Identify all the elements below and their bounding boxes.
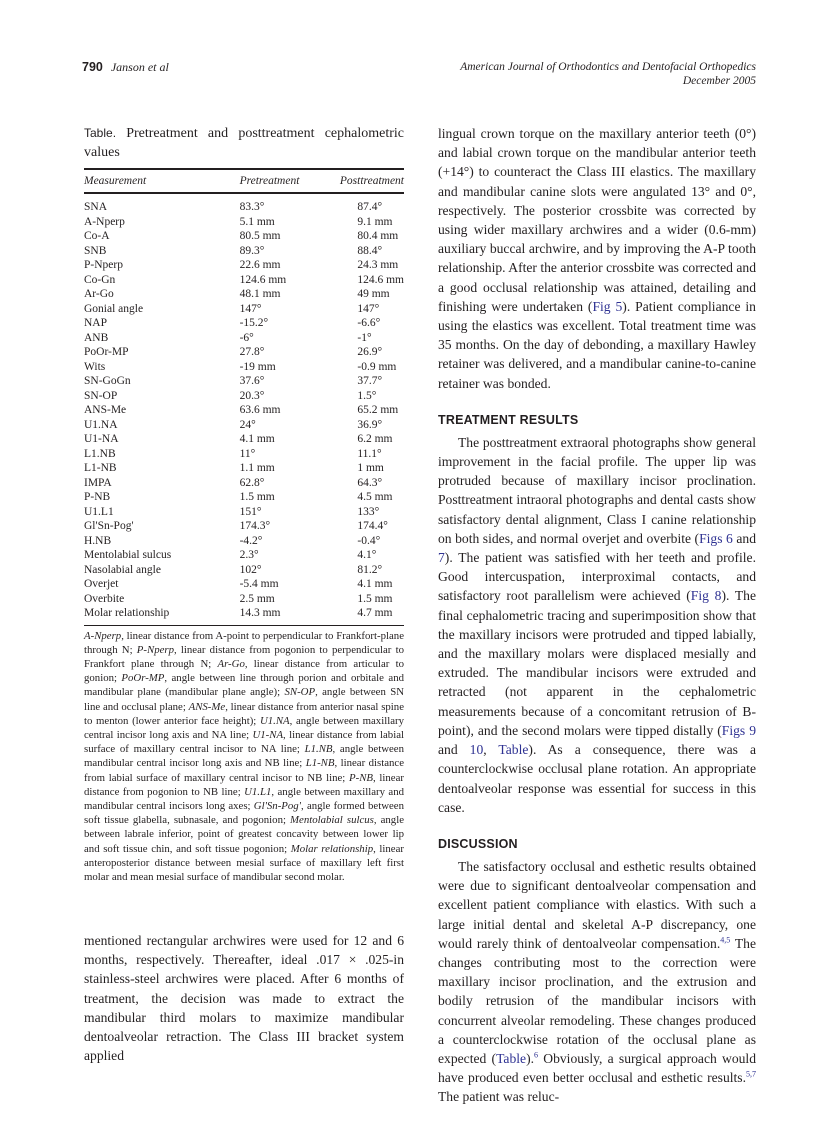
- posttreatment-cell: 4.1 mm: [357, 578, 393, 590]
- text-span: ). The final cephalometric tracing and superimposition show that the maxillary incisors were protruded and tipped labially, and the maxillary molars were displaced mesially and extruded. The mandibular incisors were extruded and retracted (not apparent in the cephalometric measurements because of a concomitant retrusion of B-point), and the second molars were tipped distally (: [438, 588, 756, 738]
- paragraph: [438, 124, 756, 393]
- table-row: [84, 592, 404, 607]
- posttreatment-cell: 80.4 mm: [357, 230, 399, 242]
- table-row: [84, 476, 404, 491]
- col-header-posttreatment: Posttreatment: [339, 175, 404, 187]
- text-span: ).: [526, 1050, 535, 1066]
- text-span: The satisfactory occlusal and esthetic results obtained were due to significant dentoalveolar compensation and excellent patient compliance with elastics. With such a large initial dental and skeletal A-P discrepancy, one would rarely think of dentoalveolar compensation.: [438, 858, 756, 951]
- posttreatment-cell: 36.9°: [357, 418, 383, 431]
- table-row: [84, 229, 404, 244]
- fig-8-link[interactable]: Fig 8: [690, 588, 722, 604]
- citation-6[interactable]: 6: [534, 1050, 539, 1060]
- measurement-cell: ANB: [84, 331, 109, 344]
- text-span: and: [732, 530, 756, 546]
- pretreatment-cell: 147°: [239, 302, 262, 315]
- pretreatment-cell: 174.3°: [239, 520, 271, 532]
- table-link[interactable]: Table: [498, 742, 529, 758]
- measurement-cell: Co-Gn: [84, 273, 116, 286]
- measurement-cell: SN-OP: [84, 389, 118, 402]
- pretreatment-cell: -6°: [239, 331, 254, 344]
- measurement-cell: U1.NA: [84, 418, 118, 431]
- posttreatment-cell: 81.2°: [357, 563, 383, 576]
- table-row: [84, 244, 404, 259]
- measurement-cell: Overjet: [84, 578, 119, 590]
- posttreatment-cell: 11.1°: [357, 447, 382, 460]
- measurement-cell: PoOr-MP: [84, 346, 129, 358]
- posttreatment-cell: 1.5 mm: [357, 592, 393, 605]
- posttreatment-cell: 37.7°: [357, 375, 383, 387]
- posttreatment-cell: 4.5 mm: [357, 491, 393, 503]
- pretreatment-cell: 11°: [239, 447, 256, 460]
- text-span: ). Patient compliance in using the elastics was excellent. Total treatment time was 35 months. On the day of debonding, a maxillary Hawley retainer was delivered, and a mandibular canine-to-canine retainer was bonded.: [438, 298, 756, 391]
- table-row: [84, 577, 404, 592]
- footnote-term: U1-NA: [252, 728, 284, 741]
- posttreatment-cell: 9.1 mm: [357, 215, 393, 228]
- measurement-cell: A-Nperp: [84, 215, 125, 228]
- paragraph: mentioned rectangular archwires were used for 12 and 6 months, respectively. Thereafter, ideal .017 × .025-in stainless-steel archwires were placed. After 6 months of treatment, the decision was made to extract the mandibular third molars to maximize mandibular dentoalveolar retraction. The Class III bracket system applied: [84, 933, 404, 1064]
- footnote-definition: , angle formed between soft tissue glabella, subnasale, and pogonion;: [84, 799, 404, 827]
- posttreatment-cell: -1°: [357, 331, 372, 344]
- table-row: [84, 331, 404, 346]
- text-span: ,: [483, 742, 499, 758]
- posttreatment-cell: 133°: [357, 505, 380, 518]
- table-row: [84, 447, 404, 462]
- table-row: [84, 534, 404, 549]
- footnote-term: L1.NB: [304, 743, 333, 756]
- pretreatment-cell: 22.6 mm: [239, 259, 281, 271]
- pretreatment-cell: 124.6 mm: [239, 273, 287, 286]
- posttreatment-cell: -0.9 mm: [357, 360, 397, 373]
- pretreatment-cell: 2.3°: [239, 549, 259, 561]
- measurement-cell: SNA: [84, 201, 108, 213]
- pretreatment-cell: -15.2°: [239, 317, 269, 329]
- text-span: and: [438, 742, 470, 758]
- measurement-cell: SNB: [84, 244, 107, 257]
- footnote-definition: , angle between mandibular central incisor long axis and NB line;: [84, 743, 404, 770]
- pretreatment-cell: 62.8°: [239, 476, 265, 489]
- table-label: Table.: [84, 126, 117, 140]
- posttreatment-cell: 64.3°: [357, 476, 383, 489]
- measurement-cell: Gl'Sn-Pog': [84, 520, 134, 532]
- table-row: [84, 194, 404, 215]
- table-row: [84, 461, 404, 476]
- posttreatment-cell: 65.2 mm: [357, 404, 399, 416]
- posttreatment-cell: 124.6 mm: [357, 273, 404, 286]
- table-row: [84, 519, 404, 534]
- measurement-cell: Overbite: [84, 592, 125, 605]
- footnote-term: P-NB: [349, 771, 373, 784]
- fig-5-link[interactable]: Fig 5: [592, 298, 623, 314]
- measurement-cell: Ar-Go: [84, 288, 114, 300]
- table-row: [84, 548, 404, 563]
- table-row: [84, 418, 404, 433]
- footnote-term: U1.L1: [244, 785, 272, 798]
- text-span: The patient was reluc-: [438, 1089, 560, 1105]
- journal-name: American Journal of Orthodontics and Dentofacial Orthopedics: [460, 61, 756, 73]
- posttreatment-cell: 147°: [357, 302, 380, 315]
- footnote-term: ANS-Me: [188, 700, 226, 713]
- right-column: [438, 124, 756, 1107]
- measurement-cell: Molar relationship: [84, 607, 170, 619]
- footnote-term: U1.NA: [259, 714, 290, 727]
- posttreatment-cell: 24.3 mm: [357, 259, 399, 271]
- footnote-term: L1-NB: [305, 757, 335, 770]
- footnote-term: SN-OP: [284, 686, 316, 699]
- posttreatment-cell: 6.2 mm: [357, 433, 393, 445]
- pretreatment-cell: -19 mm: [239, 360, 276, 373]
- pretreatment-cell: 63.6 mm: [239, 404, 281, 416]
- footnote-definition: , linear distance from labial surface of maxillary central incisor to NA line;: [84, 728, 404, 756]
- footnote-definition: , linear distance from A-point to perpendicular to Frankfort-plane through N;: [84, 629, 404, 656]
- measurement-cell: Nasolabial angle: [84, 563, 161, 576]
- pretreatment-cell: 151°: [239, 505, 262, 518]
- paragraph: [438, 857, 756, 1107]
- measurement-cell: IMPA: [84, 476, 112, 489]
- running-header-left: [82, 60, 169, 75]
- table-row: [84, 215, 404, 230]
- table-row: [84, 432, 404, 447]
- measurement-cell: ANS-Me: [84, 404, 127, 416]
- measurement-cell: U1.L1: [84, 505, 114, 518]
- measurement-cell: P-NB: [84, 491, 111, 503]
- footnote-definition: , linear distance from anterior nasal spine to menton (lower anterior face height);: [84, 700, 404, 727]
- cephalometric-table: [84, 170, 404, 625]
- posttreatment-cell: 4.1°: [357, 549, 377, 561]
- section-heading-treatment-results: TREATMENT RESULTS: [438, 412, 579, 427]
- pretreatment-cell: -4.2°: [239, 534, 263, 547]
- pretreatment-cell: 1.5 mm: [239, 491, 275, 503]
- posttreatment-cell: 1 mm: [357, 462, 384, 474]
- posttreatment-cell: 49 mm: [357, 288, 390, 300]
- table-row: [84, 606, 404, 625]
- running-header-right: [460, 60, 756, 88]
- pretreatment-cell: -5.4 mm: [239, 578, 279, 590]
- measurement-cell: H.NB: [84, 534, 112, 547]
- col-header-pretreatment: Pretreatment: [239, 175, 300, 187]
- footnote-term: A-Nperp: [84, 629, 122, 642]
- posttreatment-cell: 87.4°: [357, 201, 383, 213]
- running-authors: Janson et al: [110, 60, 169, 74]
- footnote-definition: , angle between line through porion and orbitale and mandibular plane (mandibular plane angle);: [84, 672, 404, 699]
- journal-issue: December 2005: [682, 75, 756, 87]
- pretreatment-cell: 83.3°: [239, 201, 265, 213]
- left-column: [84, 124, 404, 884]
- table-row: [84, 360, 404, 375]
- table-row: [84, 389, 404, 404]
- posttreatment-cell: 4.7 mm: [357, 607, 393, 619]
- left-body-text: [84, 931, 404, 1065]
- measurement-cell: SN-GoGn: [84, 375, 131, 387]
- pretreatment-cell: 48.1 mm: [239, 288, 281, 300]
- table-row: [84, 563, 404, 578]
- text-span: ). The patient was satisfied with her teeth and profile. Good intercuspation, interproximal contacts, and satisfactory root parallelism were achieved (: [438, 550, 756, 604]
- text-span: The posttreatment extraoral photographs show general improvement in the facial profile. The upper lip was protruded because of maxillary incisor proclination. Posttreatment intraoral photographs and dental casts show satisfactory dental alignment, Class I canine relationship on both sides, and normal overjet and overbite (: [438, 434, 756, 546]
- table-link[interactable]: Table: [496, 1050, 527, 1066]
- table-body: [84, 194, 404, 625]
- col-header-measurement: Measurement: [84, 175, 147, 187]
- text-span: Obviously, a surgical approach would have produced even better occlusal and esthetic results.: [438, 1050, 756, 1086]
- table-row: [84, 403, 404, 418]
- footnote-definition: , linear distance from pogonion to NB line;: [84, 771, 404, 798]
- table-row: [84, 287, 404, 302]
- table-header-row: [84, 170, 404, 192]
- table-row: [84, 273, 404, 288]
- pretreatment-cell: 102°: [239, 563, 262, 576]
- citation-5-7[interactable]: 5,7: [746, 1069, 756, 1079]
- footnote-definition: , angle between maxillary and mandibular central incisors long axes;: [84, 785, 405, 812]
- page-number: 790: [82, 60, 103, 74]
- posttreatment-cell: -0.4°: [357, 534, 381, 547]
- table-footnote: [84, 629, 404, 885]
- footnote-term: Molar relationship: [290, 842, 374, 855]
- pretreatment-cell: 20.3°: [239, 389, 265, 402]
- footnote-term: Mentolabial sulcus: [290, 814, 374, 827]
- measurement-cell: U1-NA: [84, 433, 119, 445]
- footnote-definition: , linear distance from articular to gonion;: [84, 657, 404, 685]
- measurement-cell: L1-NB: [84, 462, 117, 474]
- table-caption-text: Pretreatment and posttreatment cephalometric values: [84, 126, 404, 160]
- table-row: [84, 345, 404, 360]
- text-span: ). As a consequence, there was a counterclockwise occlusal plane rotation. An appropriate dentoalveolar response was essential for success in this case.: [438, 742, 757, 815]
- measurement-cell: Mentolabial sulcus: [84, 549, 172, 561]
- table-row: [84, 490, 404, 505]
- measurement-cell: Wits: [84, 360, 106, 373]
- text-span: The changes contributing most to the correction were maxillary incisor proclination, and the extrusion and bodily retrusion of the mandibular incisors with concurrent alveolar remodeling. These changes produced a counterclockwise rotation of the occlusal plane as expected (: [438, 935, 756, 1066]
- pretreatment-cell: 2.5 mm: [239, 592, 275, 605]
- footnote-term: PoOr-MP: [121, 672, 165, 685]
- pretreatment-cell: 80.5 mm: [239, 230, 281, 242]
- citation-4-5[interactable]: 4,5: [720, 935, 731, 945]
- measurement-cell: Gonial angle: [84, 302, 144, 315]
- footnote-term: P-Nperp: [136, 643, 174, 656]
- posttreatment-cell: 26.9°: [357, 346, 383, 358]
- posttreatment-cell: -6.6°: [357, 317, 381, 329]
- table-bottom-rule: [84, 625, 404, 626]
- footnote-definition: , angle between SN line and occlusal plane;: [84, 686, 405, 713]
- pretreatment-cell: 27.8°: [239, 346, 265, 358]
- table-row: [84, 374, 404, 389]
- footnote-term: Gl'Sn-Pog': [253, 799, 301, 812]
- footnote-definition: , angle between labrale inferior, point of greatest concavity between lower lip and soft tissue chin, and soft tissue pogonion;: [84, 814, 404, 855]
- table-row: [84, 302, 404, 317]
- table-row: [84, 505, 404, 520]
- pretreatment-cell: 5.1 mm: [239, 215, 275, 228]
- section-heading-discussion: DISCUSSION: [438, 836, 518, 851]
- measurement-cell: L1.NB: [84, 447, 116, 460]
- footnote-definition: , linear distance from pogonion to perpendicular to Frankfort plane through N;: [84, 643, 404, 670]
- table-row: [84, 258, 404, 273]
- posttreatment-cell: 1.5°: [357, 389, 377, 402]
- footnote-definition: , linear distance from labial surface of maxillary central incisor to NB line;: [84, 757, 404, 784]
- text-span: lingual crown torque on the maxillary anterior teeth (0°) and labial crown torque on the mandibular anterior teeth (+14°) to counteract the Class III elastics. The maxillary and mandibular canine slots were angulated 13° and 0°, respectively. The posterior crossbite was corrected by using wider maxillary archwires and a wider (0.6-mm) auxiliary buccal archwire, and by improving the A-P tooth relationship. After the anterior crossbite was corrected and a good occlusal relationship was attained, detailing and finishing were undertaken (: [438, 126, 756, 314]
- pretreatment-cell: 14.3 mm: [239, 607, 281, 619]
- posttreatment-cell: 174.4°: [357, 520, 388, 532]
- pretreatment-cell: 89.3°: [239, 244, 265, 257]
- pretreatment-cell: 1.1 mm: [239, 462, 275, 474]
- figs-9-link[interactable]: Figs 9: [721, 722, 756, 738]
- footnote-definition: , linear anteroposterior distance between mesial surface of maxillary left first molar and mean mesial surface of mandibular second molar.: [84, 842, 404, 883]
- posttreatment-cell: 88.4°: [357, 244, 383, 257]
- paragraph: [438, 433, 756, 817]
- fig-10-link[interactable]: 10: [469, 742, 484, 758]
- table-caption: [84, 124, 404, 162]
- pretreatment-cell: 37.6°: [239, 375, 265, 387]
- footnote-definition: , angle between maxillary central incisor long axis and NA line;: [84, 714, 404, 741]
- table-row: [84, 316, 404, 331]
- pretreatment-cell: 4.1 mm: [239, 433, 275, 445]
- pretreatment-cell: 24°: [239, 418, 256, 431]
- fig-7-link[interactable]: 7: [438, 550, 445, 566]
- measurement-cell: NAP: [84, 317, 108, 329]
- footnote-term: Ar-Go: [217, 657, 245, 670]
- measurement-cell: Co-A: [84, 230, 110, 242]
- figs-6-link[interactable]: Figs 6: [699, 530, 733, 546]
- measurement-cell: P-Nperp: [84, 259, 123, 271]
